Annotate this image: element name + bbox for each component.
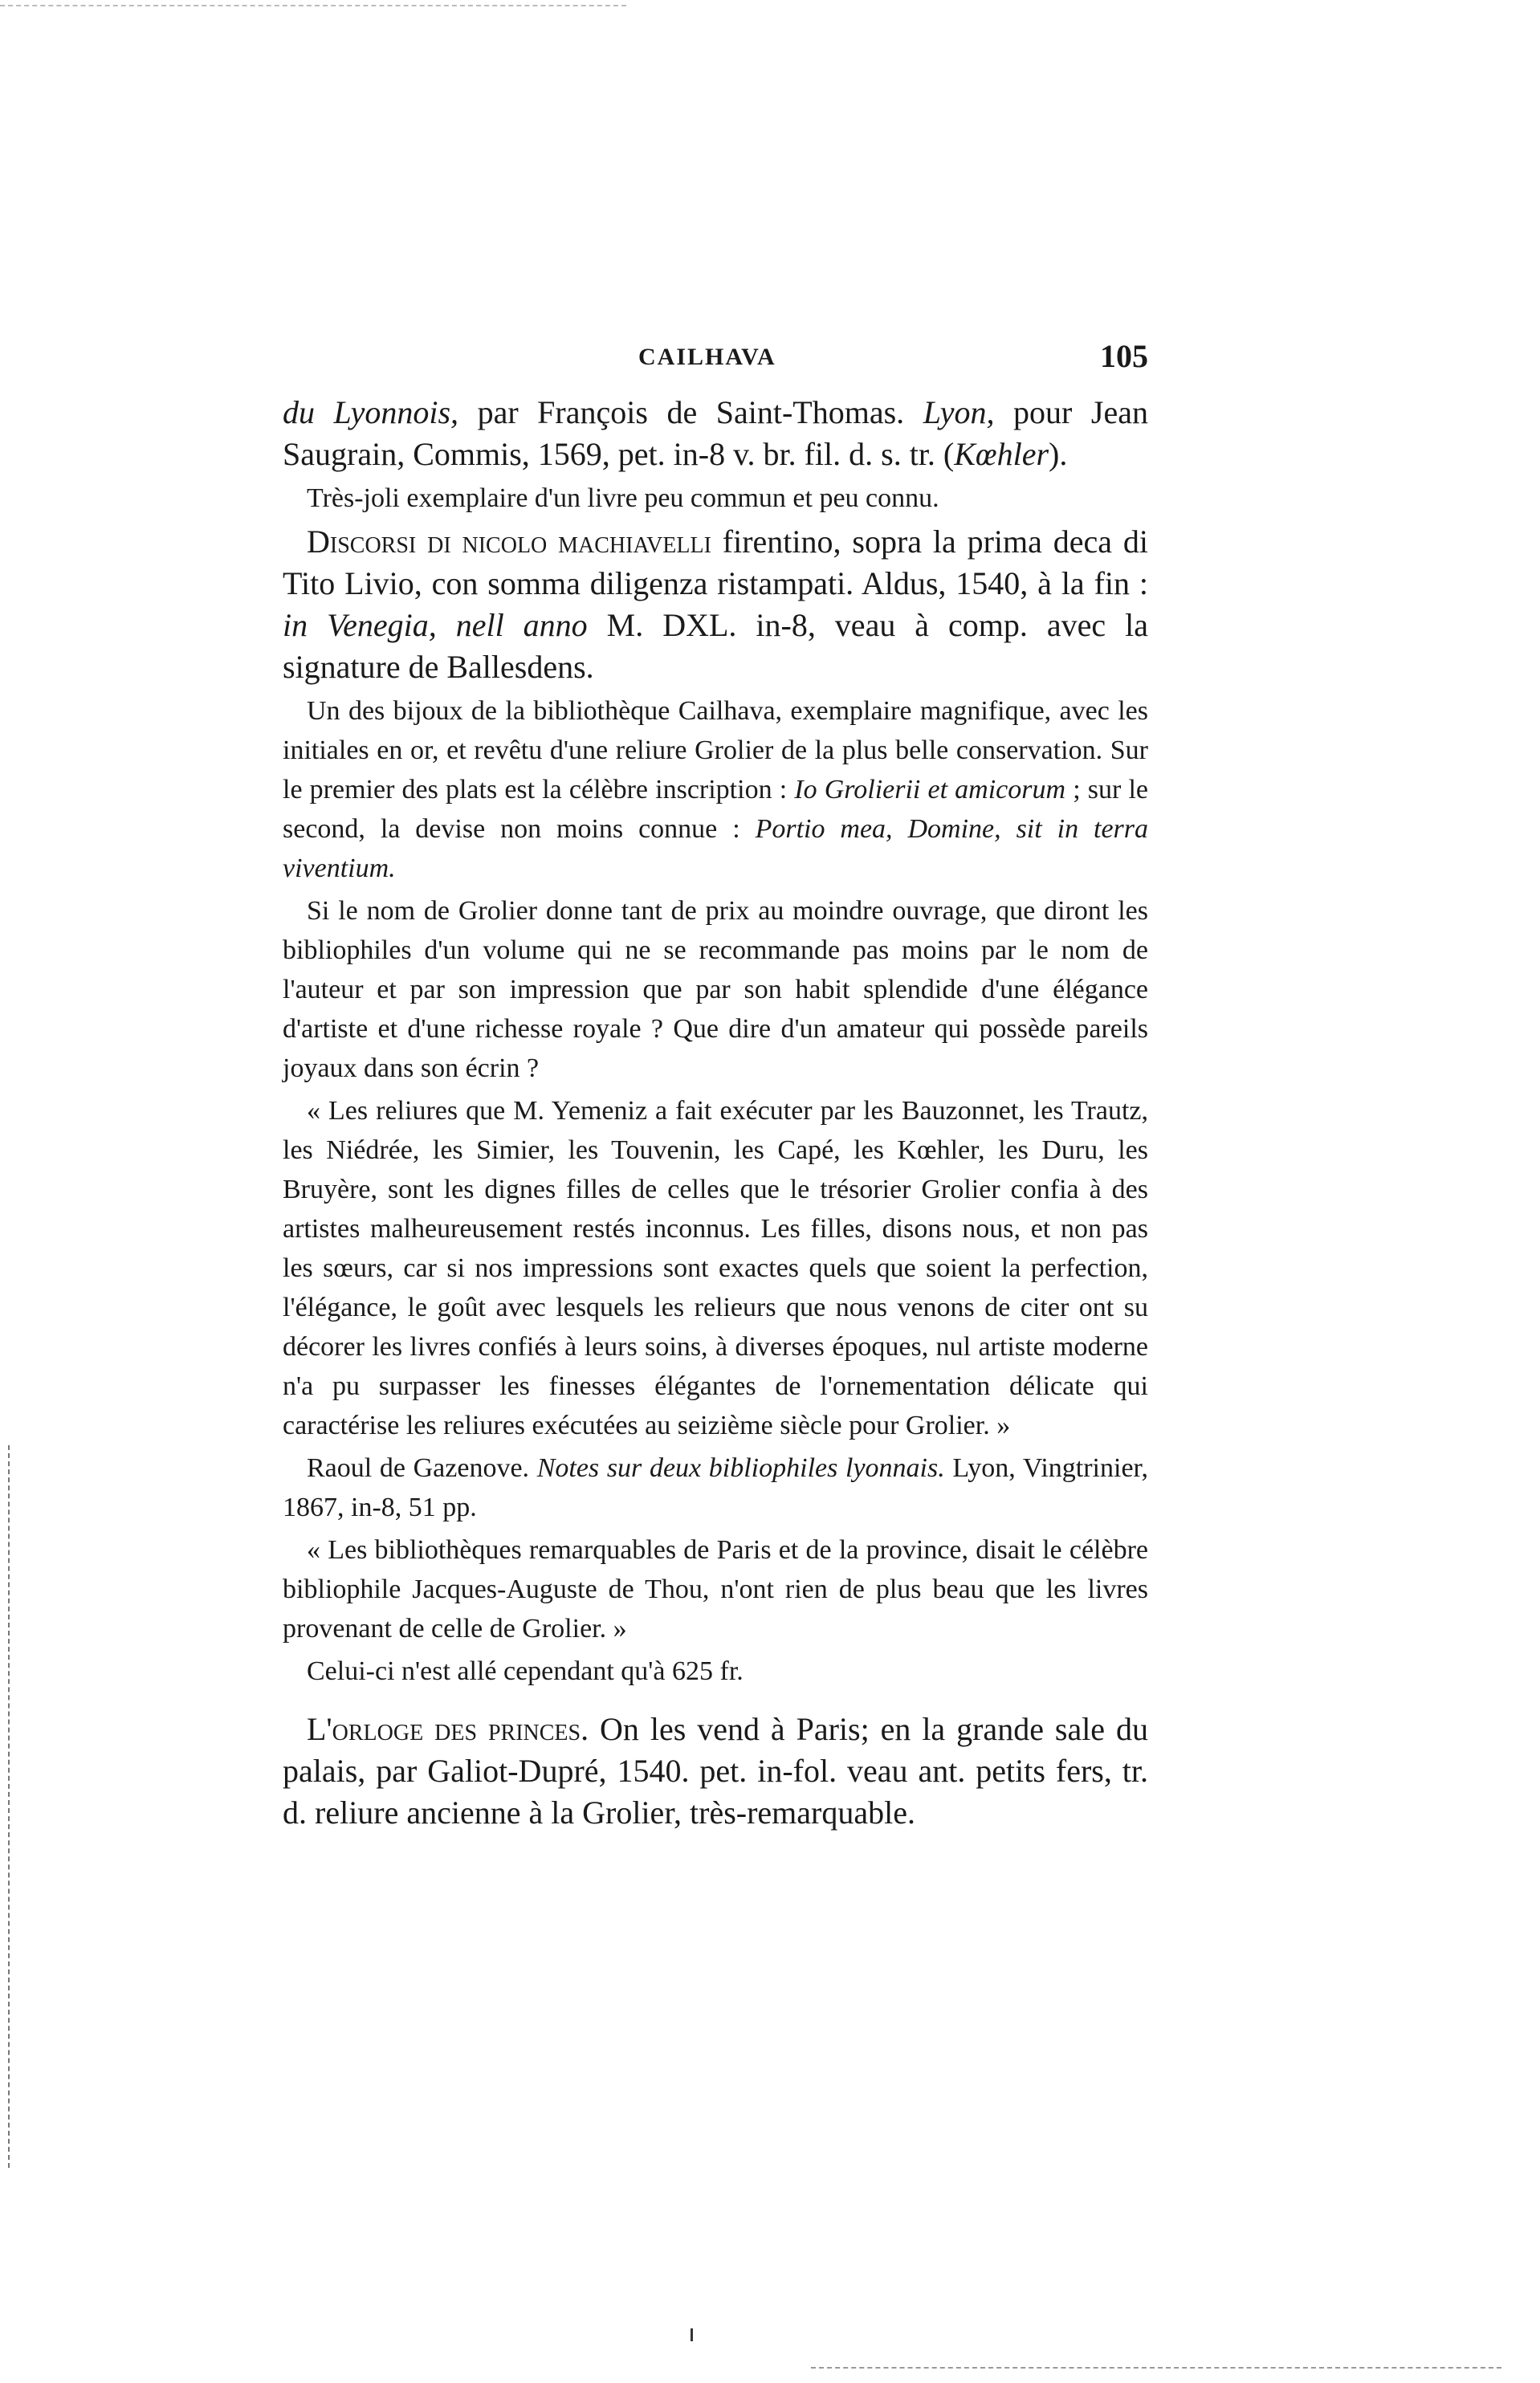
text-run: ; sur le second, la devise non moins connue : [283,775,1148,844]
quotation: « Les bibliothèques remarquables de Paris et de la province, disait le célèbre bibliophile Jacques-Auguste de Thou, n'ont rien de plus beau que les livres provenant de celle de Grolier. » [283,1535,1148,1644]
text-run: Un des bijoux de la bibliothèque Cailhava, exemplaire magnifique, avec les initiales en or, et revêtu d'une reliure Grolier de la plus belle conservation. Sur le premier des plats est la célèbre inscription : [283,696,1148,805]
scan-margin-marks [8,1445,13,2168]
binder-name: Kœhler [954,436,1049,472]
entry-heading: Discorsi di nicolo machiavelli [307,523,711,560]
text-run: ). [1049,436,1068,472]
page-body [283,392,1148,1834]
entry-continuation [283,392,1148,475]
page-number: 105 [1100,338,1148,374]
text-run: pour Jean Saugrain, Commis, 1569, pet. in-8 v. br. fil. d. s. tr. ( [283,394,1148,472]
running-head: CAILHAVA [638,344,776,370]
text-run: Raoul de Gazenove. [307,1453,537,1483]
title-fragment: du Lyonnois, [283,394,459,430]
entry-heading: L'orloge des princes [307,1711,581,1747]
text-run: firentino, sopra la prima deca di Tito Livio, con somma diligenza ristampati. Aldus, 1540, à la fin : [283,523,1148,601]
scan-speck [691,2328,693,2341]
price-note: Celui-ci n'est allé cependant qu'à 625 fr. [307,1656,744,1686]
note-paragraph [283,691,1148,888]
quotation: « Les reliures que M. Yemeniz a fait exécuter par les Bauzonnet, les Trautz, les Niédrée, les Simier, les Touvenin, les Capé, les Kœhler, les Duru, les Bruyère, sont les dignes filles de celles que le trésorier Grolier confia à des artistes malheureusement restés inconnus. Les filles, disons nous, et non pas les sœurs, car si nos impressions sont exactes quels que soient la perfection, l'élégance, le goût avec lesquels les relieurs que nous venons de citer ont su décorer les livres confiés à leurs soins, à diverses époques, nul artiste moderne n'a pu surpasser les finesses élégantes de l'ornementation délicate qui caractérise les reliures exécutées au seizième siècle pour Grolier. » [283,1096,1148,1440]
inscription: Io Grolierii et amicorum [794,775,1066,805]
text-run: par François de Saint-Thomas. [458,394,923,430]
catalog-entry [283,1709,1148,1834]
citation [283,1448,1148,1527]
text-run: M. DXL. in-8, veau à comp. avec la signature de Ballesdens. [283,607,1149,685]
motto: Portio mea, Domine, sit in terra viventium. [283,814,1149,883]
scan-edge-bottom [811,2367,1501,2369]
note-paragraph: Si le nom de Grolier donne tant de prix au moindre ouvrage, que diront les bibliophiles d'un volume qui ne se recommande pas moins par le nom de l'auteur et par son impression que par son habit splendide d'une élégance d'artiste et d'une richesse royale ? Que dire d'un amateur qui possède pareils joyaux dans son écrin ? [283,896,1148,1083]
colophon-text: in Venegia, nell anno [283,607,588,643]
text-run: Lyon, Vingtrinier, 1867, in-8, 51 pp. [283,1453,1149,1522]
note-paragraph: Très-joli exemplaire d'un livre peu commun et peu connu. [307,483,939,513]
text-run: . On les vend à Paris; en la grande sale du palais, par Galiot-Dupré, 1540. pet. in-fol. veau ant. petits fers, tr. d. reliure ancienne à la Grolier, très-remarquable. [283,1711,1148,1831]
cited-title: Notes sur deux bibliophiles lyonnais. [536,1453,945,1483]
catalog-entry [283,521,1148,688]
place-name: Lyon, [923,394,995,430]
page-header [281,337,1148,385]
scan-edge-top [0,5,626,6]
